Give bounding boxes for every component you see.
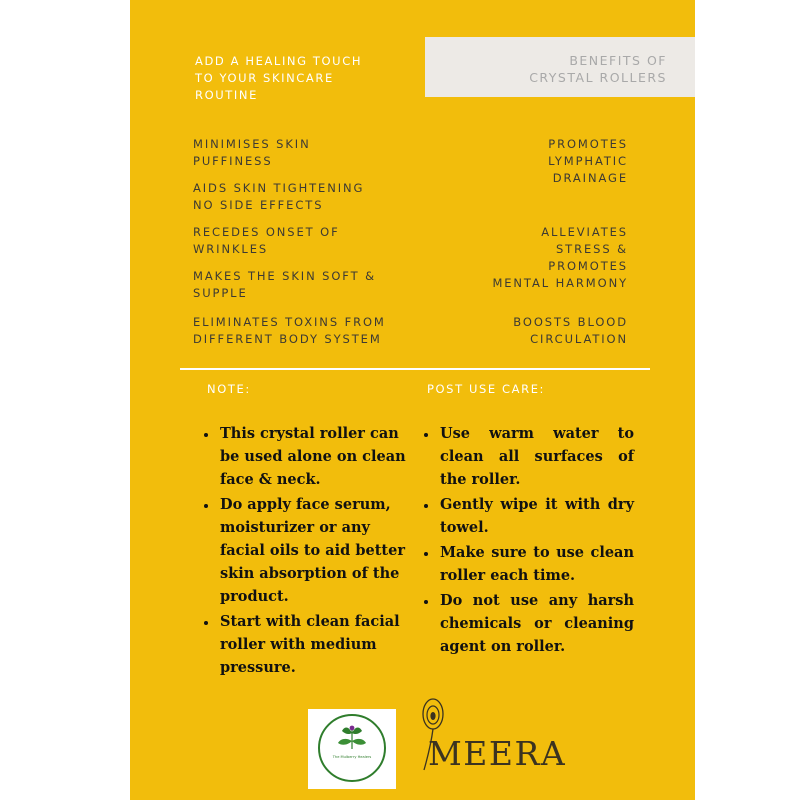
post-use-heading: POST USE CARE: <box>427 382 546 396</box>
mulberry-healers-logo <box>308 709 396 789</box>
tagline <box>195 53 415 104</box>
benefit-item: PROMOTES LYMPHATIC DRAINAGE <box>548 137 628 185</box>
benefit-item: MAKES THE SKIN SOFT & SUPPLE <box>193 269 376 300</box>
post-use-item: • Gently wipe it with dry towel. <box>438 493 634 539</box>
benefit-item: ALLEVIATES STRESS & PROMOTES MENTAL HARMONY <box>492 225 628 290</box>
post-use-list <box>420 422 634 658</box>
section-divider <box>180 368 650 370</box>
tagline-line: ADD A HEALING TOUCH <box>195 54 363 68</box>
benefit-item: MINIMISES SKIN PUFFINESS <box>193 137 311 168</box>
info-card <box>130 0 695 800</box>
tagline-line: ROUTINE <box>195 88 258 102</box>
benefit-item: ELIMINATES TOXINS FROM DIFFERENT BODY SYSTEM <box>193 315 386 346</box>
benefit-item: AIDS SKIN TIGHTENING NO SIDE EFFECTS <box>193 181 365 212</box>
leaf-icon <box>336 723 368 751</box>
benefit-item: RECEDES ONSET OF WRINKLES <box>193 225 340 256</box>
post-use-item: • Make sure to use clean roller each time. <box>438 541 634 587</box>
note-heading: NOTE: <box>207 382 251 396</box>
meera-logo <box>410 692 567 787</box>
benefits-title-box <box>425 37 695 97</box>
note-list <box>200 422 416 679</box>
meera-wordmark: MEERA <box>428 734 567 773</box>
benefits-title-line: BENEFITS OF <box>569 53 667 68</box>
note-item: • This crystal roller can be used alone on clean face & neck. <box>218 422 416 491</box>
mulberry-logo-text: The Mulberry Healers <box>332 755 372 759</box>
post-use-item: • Do not use any harsh chemicals or cleaning agent on roller. <box>438 589 634 658</box>
note-item: • Start with clean facial roller with medium pressure. <box>218 610 416 679</box>
benefits-title-line: CRYSTAL ROLLERS <box>529 70 667 85</box>
benefit-item: BOOSTS BLOOD CIRCULATION <box>513 315 628 346</box>
tagline-line: TO YOUR SKINCARE <box>195 71 334 85</box>
note-item: • Do apply face serum, moisturizer or any facial oils to aid better skin absorption of the product. <box>218 493 416 608</box>
post-use-item: • Use warm water to clean all surfaces of the roller. <box>438 422 634 491</box>
